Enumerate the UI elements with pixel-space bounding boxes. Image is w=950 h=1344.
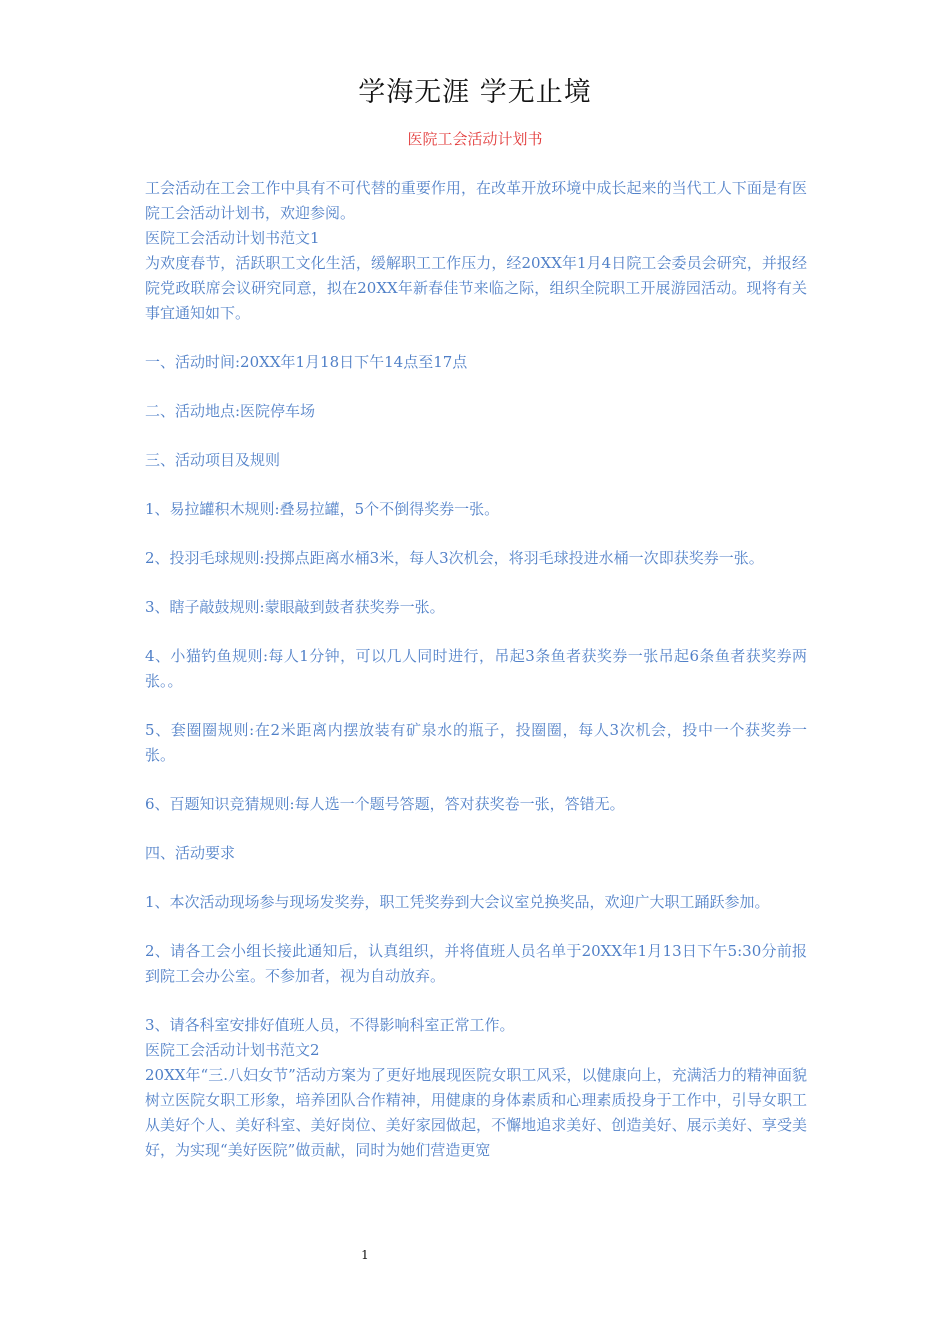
paragraph: 20XX年“三.八妇女节”活动方案为了更好地展现医院女职工风采，以健康向上，充满活力的精神面貌树立医院女职工形象，培养团队合作精神，用健康的身体素质和心理素质投身于工作中，引导女职工从美好个人、美好科室、美好岗位、美好家园做起，不懈地追求美好、创造美好、展示美好、享受美好，为实现“美好医院”做贡献，同时为她们营造更宽 [145,1066,807,1159]
paragraph: 1、本次活动现场参与现场发奖券，职工凭奖券到大会议室兑换奖品，欢迎广大职工踊跃参加。 [145,893,770,911]
paragraph: 三、活动项目及规则 [145,451,281,469]
paragraph: 4、小猫钓鱼规则:每人1分钟，可以几人同时进行，吊起3条鱼者获奖券一张吊起6条鱼者获奖券两张。。 [145,647,807,690]
section-heading: 医院工会活动计划书范文2 [145,1041,320,1059]
document-title: 医院工会活动计划书 [407,130,543,148]
paragraph: 一、活动时间:20XX年1月18日下午14点至17点 [145,353,468,371]
paragraph: 1、易拉罐积木规则:叠易拉罐，5个不倒得奖券一张。 [145,500,500,518]
paragraph: 3、请各科室安排好值班人员，不得影响科室正常工作。 [145,1016,515,1034]
paragraph: 3、瞎子敲鼓规则:蒙眼敲到鼓者获奖券一张。 [145,598,445,616]
paragraph: 2、投羽毛球规则:投掷点距离水桶3米，每人3次机会，将羽毛球投进水桶一次即获奖券一张。 [145,549,764,567]
section-heading: 医院工会活动计划书范文1 [145,229,320,247]
page-number: 1 [361,1248,369,1262]
paragraph: 二、活动地点:医院停车场 [145,402,316,420]
paragraph: 为欢度春节，活跃职工文化生活，缓解职工工作压力，经20XX年1月4日院工会委员会研究，并报经院党政联席会议研究同意，拟在20XX年新春佳节来临之际，组织全院职工开展游园活动。现将有关事宜通知如下。 [145,254,807,322]
paragraph: 四、活动要求 [145,844,236,862]
paragraph-intro: 工会活动在工会工作中具有不可代替的重要作用，在改革开放环境中成长起来的当代工人下面是有医院工会活动计划书，欢迎参阅。 [145,179,807,222]
paragraph: 6、百题知识竞猜规则:每人选一个题号答题，答对获奖卷一张，答错无。 [145,795,625,813]
paragraph: 5、套圈圈规则:在2米距离内摆放装有矿泉水的瓶子，投圈圈，每人3次机会，投中一个获奖券一张。 [145,721,807,764]
paragraph: 2、请各工会小组长接此通知后，认真组织，并将值班人员名单于20XX年1月13日下午5:30分前报到院工会办公室。不参加者，视为自动放弃。 [145,942,807,985]
document-body [145,176,807,1163]
header-title: 学海无涯 学无止境 [358,77,592,108]
